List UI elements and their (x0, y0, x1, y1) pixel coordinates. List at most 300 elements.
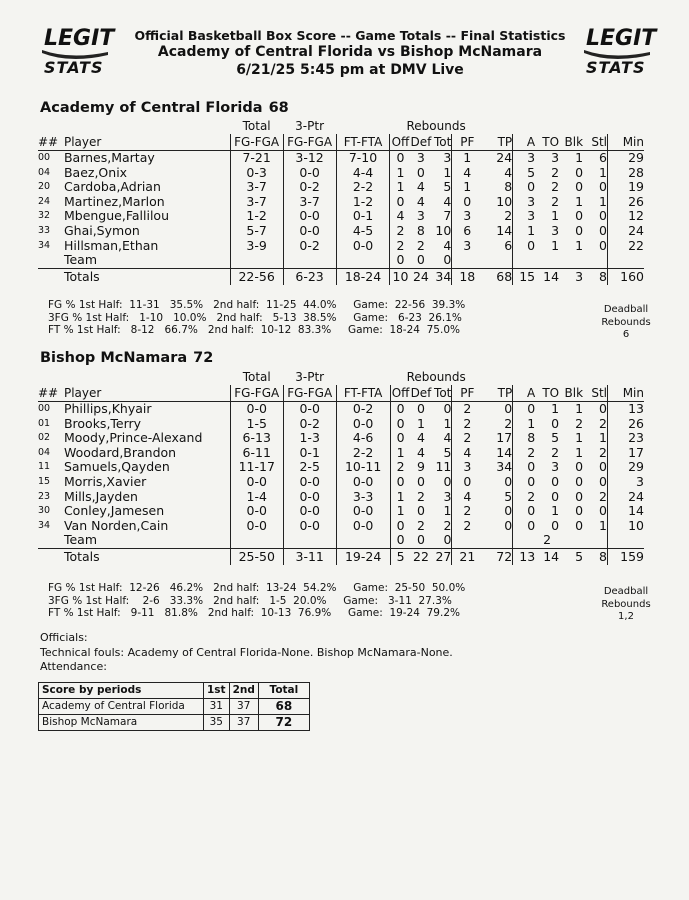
totals-tot-reb: 34 (431, 268, 451, 285)
header-to: TO (535, 134, 559, 151)
player-fg3: 0-0 (283, 490, 336, 505)
player-name: Moody,Prince-Alexand (63, 430, 203, 446)
totals-min: 160 (608, 268, 645, 285)
player-def-reb: 0 (417, 401, 425, 416)
player-blk: 1 (575, 430, 584, 446)
header-player: Player (64, 385, 230, 402)
player-fg3: 0-0 (283, 224, 336, 239)
team-tot-reb: 0 (443, 532, 452, 548)
totals-def-reb: 22 (411, 548, 432, 565)
player-name: Morris,Xavier (63, 473, 147, 489)
player-stl: 1 (599, 193, 607, 209)
player-number: 11 (38, 461, 51, 473)
player-off-reb: 1 (390, 446, 410, 461)
player-fg3: 0-0 (283, 475, 336, 490)
report-title: Official Basketball Box Score -- Game Totals -- Final Statistics (134, 28, 566, 43)
player-fg: 11-17 (230, 460, 283, 475)
player-tp: 8 (504, 179, 513, 195)
box-score-table (38, 119, 644, 285)
player-off-reb: 2 (390, 224, 410, 239)
player-to: 5 (551, 430, 560, 446)
player-stl: 1 (599, 164, 607, 180)
player-min: 29 (608, 460, 645, 475)
player-stl: 2 (599, 415, 607, 431)
player-name: Martinez,Marlon (63, 193, 165, 209)
totals-label: Totals (64, 548, 230, 565)
player-min: 24 (608, 490, 645, 505)
team-a (513, 533, 535, 548)
header-tot: Tot (431, 134, 451, 151)
player-tot-reb: 5 (443, 179, 452, 195)
player-min: 29 (608, 151, 645, 166)
header-ft: FT-FTA (336, 385, 390, 402)
player-to: 0 (551, 488, 560, 504)
player-fg: 0-0 (230, 475, 283, 490)
player-ft: 1-2 (336, 195, 390, 210)
periods-1st: 35 (204, 715, 230, 731)
totals-a: 15 (513, 268, 535, 285)
player-tot-reb: 1 (443, 415, 452, 431)
player-stl: 2 (599, 488, 607, 504)
player-off-reb: 2 (390, 239, 410, 254)
player-off-reb: 0 (390, 431, 410, 446)
team-name: Bishop McNamara (40, 350, 188, 366)
player-tot-reb: 11 (435, 459, 452, 475)
player-pf: 2 (452, 519, 482, 534)
header-a: A (513, 134, 535, 151)
header-total: Total (242, 119, 271, 134)
player-row (38, 446, 644, 461)
header-num: ## (38, 385, 64, 402)
team-row-label: Team (63, 532, 97, 548)
player-tp: 24 (496, 150, 513, 165)
player-tp: 0 (504, 401, 513, 416)
player-number: 34 (38, 239, 51, 251)
player-min: 23 (608, 431, 645, 446)
player-row (38, 239, 644, 254)
player-off-reb: 0 (390, 195, 410, 210)
player-def-reb: 0 (417, 473, 425, 489)
shooting-pct-line: 3FG % 1st Half: 1-10 10.0% 2nd half: 5-13 38.5% Game: 6-23 26.1% (48, 311, 462, 324)
player-tp: 10 (496, 193, 513, 209)
matchup-title: Academy of Central Florida vs Bishop McNamara (157, 44, 543, 60)
team-blk (559, 533, 583, 548)
player-row (38, 460, 644, 475)
player-ft: 2-2 (336, 446, 390, 461)
header-player: Player (64, 134, 230, 151)
player-def-reb: 3 (416, 150, 425, 165)
player-stl: 0 (599, 459, 607, 475)
header-min: Min (608, 134, 645, 151)
technical-fouls-line: Technical fouls: Academy of Central Florida-None. Bishop McNamara-None. (40, 645, 453, 659)
totals-ft: 19-24 (336, 548, 390, 565)
player-name: Woodard,Brandon (63, 444, 177, 460)
header-3ptr: 3-Ptr (295, 119, 324, 134)
header-off: Off (391, 134, 410, 149)
player-ft: 0-0 (336, 417, 390, 432)
team-off-reb: 0 (390, 533, 410, 548)
totals-tp: 68 (482, 268, 512, 285)
player-def-reb: 4 (416, 193, 425, 209)
player-to: 2 (551, 193, 560, 209)
player-fg3: 0-2 (283, 417, 336, 432)
player-min: 26 (608, 417, 645, 432)
player-pf: 4 (452, 490, 482, 505)
logo-text-stats: STATS (586, 58, 646, 77)
player-a: 3 (513, 195, 535, 210)
team-to (535, 253, 559, 268)
player-name: Brooks,Terry (63, 415, 142, 431)
totals-fg: 25-50 (230, 548, 283, 565)
player-off-reb: 1 (390, 166, 410, 181)
player-a: 1 (513, 224, 535, 239)
player-name: Cardoba,Adrian (63, 179, 161, 195)
totals-tot-reb: 27 (431, 548, 451, 565)
team-tp (482, 253, 512, 268)
totals-stl: 8 (583, 268, 607, 285)
totals-fg: 22-56 (230, 268, 283, 285)
player-blk: 0 (575, 517, 584, 533)
player-min: 22 (608, 239, 645, 254)
player-number: 04 (38, 446, 51, 458)
player-tp: 2 (504, 415, 513, 431)
player-tot-reb: 7 (443, 208, 452, 224)
player-name: Barnes,Martay (63, 150, 155, 165)
player-tot-reb: 3 (443, 488, 452, 504)
player-row (38, 504, 644, 519)
player-a: 3 (513, 151, 535, 166)
player-stl: 0 (599, 179, 607, 195)
player-number: 30 (38, 505, 51, 517)
player-min: 14 (608, 504, 645, 519)
header-stl: Stl (583, 385, 607, 402)
player-to: 1 (551, 401, 560, 416)
header-pf: PF (452, 134, 482, 151)
periods-header-1st: 1st (204, 683, 230, 699)
player-to: 1 (551, 503, 560, 519)
player-tp: 0 (504, 503, 513, 519)
player-number: 04 (38, 166, 51, 178)
player-min: 24 (608, 224, 645, 239)
team-stl (583, 253, 607, 268)
player-pf: 2 (452, 402, 482, 417)
player-tp: 17 (496, 430, 513, 446)
player-def-reb: 4 (417, 444, 425, 460)
totals-to: 14 (535, 268, 559, 285)
player-fg3: 0-0 (283, 504, 336, 519)
header-row (38, 385, 644, 402)
player-to: 3 (551, 150, 560, 165)
player-to: 2 (551, 164, 560, 180)
player-off-reb: 0 (390, 519, 410, 534)
player-fg: 1-4 (230, 490, 283, 505)
player-min: 12 (608, 209, 645, 224)
player-number: 33 (38, 224, 51, 236)
player-off-reb: 1 (390, 180, 410, 195)
team-a (513, 253, 535, 268)
team-pf (452, 253, 482, 268)
player-def-reb: 2 (417, 517, 425, 533)
player-a: 2 (513, 490, 535, 505)
player-row (38, 431, 644, 446)
player-blk: 0 (575, 164, 584, 180)
player-pf: 1 (452, 180, 482, 195)
player-tp: 6 (504, 237, 513, 253)
player-tp: 14 (496, 222, 513, 238)
player-tot-reb: 10 (435, 222, 452, 238)
player-pf: 0 (452, 475, 482, 490)
player-fg: 0-0 (230, 504, 283, 519)
player-pf: 4 (452, 446, 482, 461)
player-fg3: 0-2 (283, 239, 336, 254)
player-tot-reb: 4 (443, 193, 452, 209)
player-number: 00 (38, 403, 51, 414)
player-tp: 5 (504, 488, 513, 504)
player-blk: 0 (575, 222, 584, 238)
player-a: 0 (513, 180, 535, 195)
player-tot-reb: 2 (443, 517, 452, 533)
player-tp: 0 (504, 473, 513, 489)
header-min: Min (608, 385, 645, 402)
player-name: Baez,Onix (63, 164, 128, 180)
player-to: 3 (551, 222, 560, 238)
player-a: 0 (513, 519, 535, 534)
totals-pf: 21 (452, 548, 482, 565)
player-name: Mills,Jayden (63, 488, 138, 504)
rebounds-label: Rebounds (601, 598, 651, 610)
header-3ptr: 3-Ptr (295, 370, 325, 385)
legit-stats-logo-left (40, 20, 115, 82)
header-def: Def (410, 134, 432, 149)
legit-stats-logo-right (582, 20, 657, 82)
player-min: 19 (608, 180, 645, 195)
player-to: 0 (551, 473, 560, 489)
game-date-venue: 6/21/25 5:45 pm at DMV Live (236, 62, 464, 78)
player-pf: 3 (452, 209, 482, 224)
header-a: A (513, 385, 535, 402)
player-tot-reb: 1 (443, 503, 452, 519)
shooting-pct-line: FT % 1st Half: 8-12 66.7% 2nd half: 10-12 83.3% Game: 18-24 75.0% (48, 324, 460, 337)
player-pf: 1 (452, 151, 482, 166)
player-ft: 10-11 (336, 460, 390, 475)
player-fg3: 0-0 (283, 166, 336, 181)
header-fg: FG-FGA (230, 385, 283, 402)
header-row (38, 134, 644, 151)
player-fg: 6-13 (230, 431, 283, 446)
player-min: 13 (608, 402, 645, 417)
totals-a: 13 (513, 548, 535, 565)
box-score-table (38, 370, 644, 565)
team-row (38, 253, 644, 268)
player-ft: 3-3 (336, 490, 390, 505)
shooting-percentages (48, 582, 465, 620)
player-ft: 0-0 (336, 475, 390, 490)
player-ft: 0-0 (336, 519, 390, 534)
player-min: 26 (608, 195, 645, 210)
deadball-label: Deadball (603, 304, 649, 315)
player-fg: 3-7 (230, 195, 283, 210)
player-row (38, 151, 644, 166)
player-blk: 0 (575, 488, 584, 504)
player-fg3: 0-0 (283, 402, 336, 417)
player-a: 8 (513, 431, 535, 446)
team-score: 68 (268, 100, 289, 116)
header-to: TO (535, 385, 559, 402)
player-ft: 0-2 (336, 402, 390, 417)
totals-row (38, 548, 644, 565)
player-def-reb: 2 (417, 488, 425, 504)
player-def-reb: 3 (416, 208, 425, 224)
player-fg: 3-9 (230, 239, 283, 254)
player-min: 28 (608, 166, 645, 181)
header-def: Def (410, 385, 432, 400)
player-a: 0 (513, 504, 535, 519)
team-tp (482, 533, 512, 548)
player-stl: 6 (599, 150, 607, 165)
player-fg: 0-0 (230, 402, 283, 417)
deadball-rebounds (596, 586, 656, 624)
player-blk: 0 (575, 459, 584, 475)
player-row (38, 209, 644, 224)
shooting-pct-line: FT % 1st Half: 9-11 81.8% 2nd half: 10-13 76.9% Game: 19-24 79.2% (48, 607, 460, 620)
player-tot-reb: 5 (443, 444, 452, 460)
player-ft: 2-2 (336, 180, 390, 195)
team-blk (559, 253, 583, 268)
player-name: Van Norden,Cain (63, 517, 169, 533)
player-def-reb: 1 (417, 415, 425, 431)
periods-total: 72 (258, 715, 309, 731)
player-tp: 0 (504, 517, 513, 533)
player-def-reb: 4 (417, 430, 425, 446)
periods-total: 68 (258, 699, 309, 715)
player-number: 32 (38, 210, 51, 222)
player-ft: 0-1 (336, 209, 390, 224)
header-row-top (38, 119, 644, 134)
shooting-percentages (48, 299, 465, 337)
player-ft: 0-0 (336, 504, 390, 519)
team-score: 72 (193, 350, 214, 366)
player-name: Ghai,Symon (63, 222, 140, 238)
header-stl: Stl (583, 134, 607, 151)
team-to: 2 (543, 532, 552, 548)
header-blk: Blk (559, 134, 583, 151)
player-to: 1 (551, 237, 560, 253)
player-name: Samuels,Qayden (63, 459, 170, 475)
player-blk: 0 (575, 208, 584, 224)
logo-text-stats: STATS (44, 58, 104, 77)
score-by-periods-table (38, 682, 310, 731)
logo-text-legit: LEGIT (586, 26, 657, 51)
totals-fg3: 3-11 (283, 548, 336, 565)
deadball-value: 1,2 (618, 611, 634, 623)
player-tot-reb: 4 (443, 430, 452, 446)
player-tot-reb: 4 (443, 237, 452, 253)
officials-line: Officials: (40, 631, 88, 644)
deadball-value: 6 (622, 329, 630, 341)
player-fg: 3-7 (230, 180, 283, 195)
player-pf: 2 (452, 417, 482, 432)
player-number: 00 (38, 152, 51, 163)
header-row-top (38, 370, 644, 385)
team-row (38, 533, 644, 548)
player-stl: 0 (599, 401, 607, 416)
player-stl: 0 (599, 222, 607, 238)
player-def-reb: 2 (416, 237, 425, 253)
player-to: 3 (551, 459, 560, 475)
periods-row (39, 699, 310, 715)
periods-header-row (39, 683, 310, 699)
totals-label: Totals (64, 268, 230, 285)
header-tp: TP (482, 385, 512, 402)
header-fg3: FG-FGA (283, 134, 336, 151)
player-to: 2 (551, 444, 560, 460)
player-to: 1 (551, 208, 560, 224)
totals-blk: 5 (559, 548, 583, 565)
player-row (38, 490, 644, 505)
team-heading (40, 100, 289, 116)
player-row (38, 166, 644, 181)
player-tot-reb: 0 (443, 401, 452, 416)
player-a: 0 (513, 239, 535, 254)
player-off-reb: 0 (390, 417, 410, 432)
player-a: 3 (513, 209, 535, 224)
shooting-pct-line: FG % 1st Half: 12-26 46.2% 2nd half: 13-24 54.2% Game: 25-50 50.0% (48, 582, 466, 594)
player-min: 17 (608, 446, 645, 461)
player-blk: 1 (575, 150, 584, 165)
player-pf: 2 (452, 431, 482, 446)
player-fg3: 0-2 (283, 180, 336, 195)
player-min: 3 (608, 475, 645, 490)
player-name: Mbengue,Fallilou (63, 208, 169, 224)
totals-stl: 8 (583, 548, 607, 565)
player-ft: 7-10 (336, 151, 390, 166)
player-min: 10 (608, 519, 645, 534)
player-number: 01 (38, 417, 51, 429)
team-pf (452, 533, 482, 548)
player-a: 0 (513, 475, 535, 490)
team-def-reb: 0 (416, 252, 425, 268)
player-tp: 4 (504, 164, 513, 180)
header-rebounds: Rebounds (406, 370, 466, 385)
totals-row (38, 268, 644, 285)
player-tp: 34 (496, 459, 513, 475)
player-name: Conley,Jamesen (63, 503, 165, 519)
player-name: Hillsman,Ethan (63, 237, 159, 253)
player-fg3: 0-0 (283, 519, 336, 534)
player-def-reb: 9 (417, 459, 425, 475)
player-a: 2 (513, 446, 535, 461)
player-row (38, 195, 644, 210)
team-stl (583, 533, 607, 548)
totals-def-reb: 24 (410, 268, 431, 285)
header-blk: Blk (559, 385, 583, 402)
player-fg3: 3-7 (283, 195, 336, 210)
player-pf: 2 (452, 504, 482, 519)
player-number: 23 (38, 490, 51, 502)
player-blk: 2 (575, 415, 584, 431)
totals-ft: 18-24 (336, 268, 390, 285)
header-fg3: FG-FGA (283, 385, 336, 402)
player-number: 15 (38, 475, 51, 487)
player-blk: 1 (575, 193, 584, 209)
player-name: Phillips,Khyair (63, 401, 152, 416)
attendance-line: Attendance: (40, 660, 107, 673)
player-tot-reb: 3 (443, 150, 452, 165)
player-fg3: 1-3 (283, 431, 336, 446)
periods-header-label: Score by periods (39, 683, 204, 699)
totals-off-reb: 10 (390, 268, 410, 285)
player-stl: 0 (599, 473, 607, 489)
